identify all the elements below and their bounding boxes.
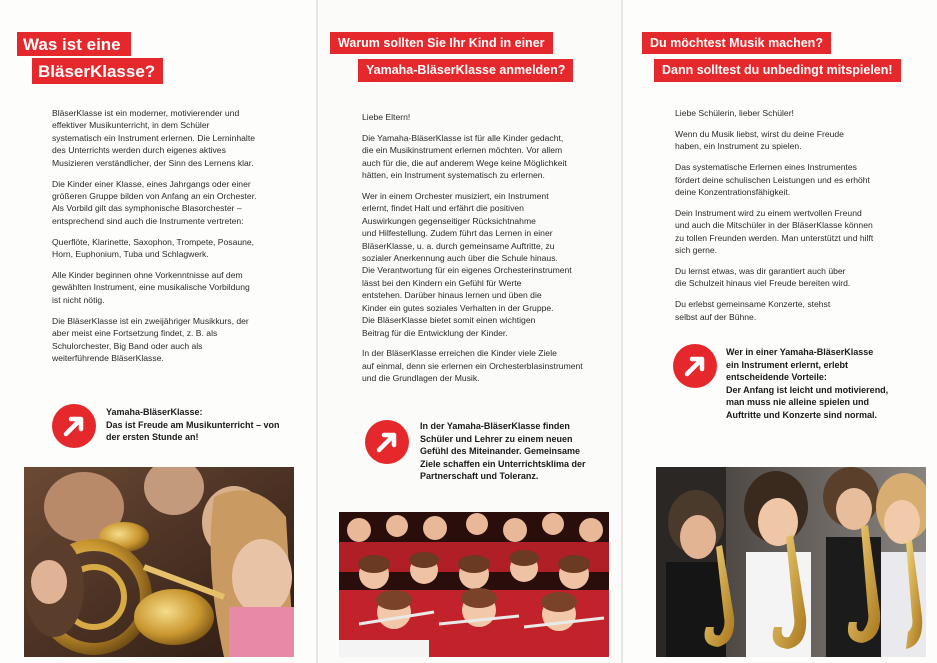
panel-parents [318, 0, 621, 663]
heading-line-1: Warum sollten Sie Ihr Kind in einer [330, 32, 553, 54]
heading-line-1: Du möchtest Musik machen? [642, 32, 831, 54]
callout-text: In der Yamaha-BläserKlasse finden Schüler und Lehrer zu einem neuen Gefühl des Miteinander. Gemeinsame Ziele schaffen ein Unterrichtsklima der Partnerschaft und Toleranz. [420, 421, 586, 482]
paragraph: Die Yamaha-BläserKlasse ist für alle Kinder gedacht, die ein Musikinstrument erlernen möchten. Vor allem auch für die, die auf anderem Wege keine Möglichkeit hätten, ein Instrument systematisch zu erlernen. [362, 132, 567, 181]
paragraph: Liebe Schülerin, lieber Schüler! [675, 108, 794, 118]
paragraph: Wer in einem Orchester musiziert, ein Instrument erlernt, findet Halt und erfährt die positiven Auswirkungen gegenseitiger Rücksichtnahme und Hilfestellung. Zudem führt das Lernen in einer BläserKlasse, u. a. durch gemeinsame Auftritte, zu sozialer Anerkennung auch über die Schule hinaus. Die Verantwortung für ein eigenes Orchesterinstrument lässt bei den Kindern ein Gefühl für Werte entstehen. Darüber hinaus lernen und üben die Kinder ein gutes soziales Verhalten in der Gruppe. Die BläserKlasse bietet somit einen wichtigen Beitrag für die Entwicklung der Kinder. [362, 191, 572, 338]
photo-horn-players [24, 467, 294, 657]
body-text [52, 107, 307, 373]
body-text [675, 107, 930, 332]
photo-orchestra-group [339, 512, 609, 657]
paragraph: Alle Kinder beginnen ohne Vorkenntnisse auf dem gewählten Instrument, eine musikalische Vorbildung ist nicht nötig. [52, 269, 250, 305]
photo-saxophone-players [656, 467, 926, 657]
callout-text: Wer in einer Yamaha-BläserKlasse ein Instrument erlernt, erlebt entscheidende Vorteile: Der Anfang ist leicht und motivierend, man muss nie alleine spielen und Auftritte und Konzerte sind normal. [726, 347, 889, 420]
paragraph: Das systematische Erlernen eines Instrumentes fördert deine schulischen Leistungen und es erhöht deine Konzentrationsfähigkeit. [675, 162, 870, 198]
paragraph: Du lernst etwas, was dir garantiert auch über die Schulzeit hinaus viel Freude bereiten wird. [675, 266, 851, 289]
arrow-up-right-icon [365, 420, 409, 464]
paragraph: Dein Instrument wird zu einem wertvollen Freund und auch die Mitschüler in der BläserKlasse können zu tollen Freunden werden. Man unterstützt und hilft sich gerne. [675, 207, 874, 256]
paragraph: BläserKlasse ist ein moderner, motivierender und effektiver Musikunterricht, in dem Schüler systematisch ein Instrument erlernen. Die Lerninhalte des Unterrichts werden durch eigenes aktives Musizieren verständlicher, der Sinn des Lernens klar. [52, 108, 256, 168]
paragraph: In der BläserKlasse erreichen die Kinder viele Ziele auf einmal, denn sie erlernen ein Orchesterblasinstrument und die Grundlagen der Musik. [362, 348, 583, 384]
body-text [362, 111, 617, 393]
paragraph: Du erlebst gemeinsame Konzerte, stehst selbst auf der Bühne. [675, 299, 831, 322]
panel-students [623, 0, 937, 663]
callout-text: Yamaha-BläserKlasse: Das ist Freude am Musikunterricht – von der ersten Stunde an! [106, 407, 280, 443]
paragraph: Wenn du Musik liebst, wirst du deine Freude haben, ein Instrument zu spielen. [675, 128, 844, 152]
paragraph: Querflöte, Klarinette, Saxophon, Trompete, Posaune, Horn, Euphonium, Tuba und Schlagwerk. [52, 236, 255, 260]
paragraph: Die Kinder einer Klasse, eines Jahrgangs oder einer größeren Gruppe bilden von Anfang an ein Orchester. Als Vorbild gilt das symphonische Blasorchester – entsprechend sind auch die Instrumente vertreten: [52, 178, 257, 226]
arrow-up-right-icon [673, 344, 717, 388]
paragraph: Die BläserKlasse ist ein zweijähriger Musikkurs, der aber meist eine Fortsetzung findet, z. B. als Schulorchester, Big Band oder auch als weiterführende BläserKlasse. [52, 315, 249, 363]
heading-line-1: Was ist eine [17, 32, 131, 56]
heading-line-2: Dann solltest du unbedingt mitspielen! [654, 59, 901, 82]
arrow-up-right-icon [52, 404, 96, 448]
paragraph: Liebe Eltern! [362, 112, 411, 122]
heading-line-2: Yamaha-BläserKlasse anmelden? [358, 59, 573, 82]
panel-what-is [0, 0, 316, 663]
heading-line-2: BläserKlasse? [32, 58, 163, 84]
